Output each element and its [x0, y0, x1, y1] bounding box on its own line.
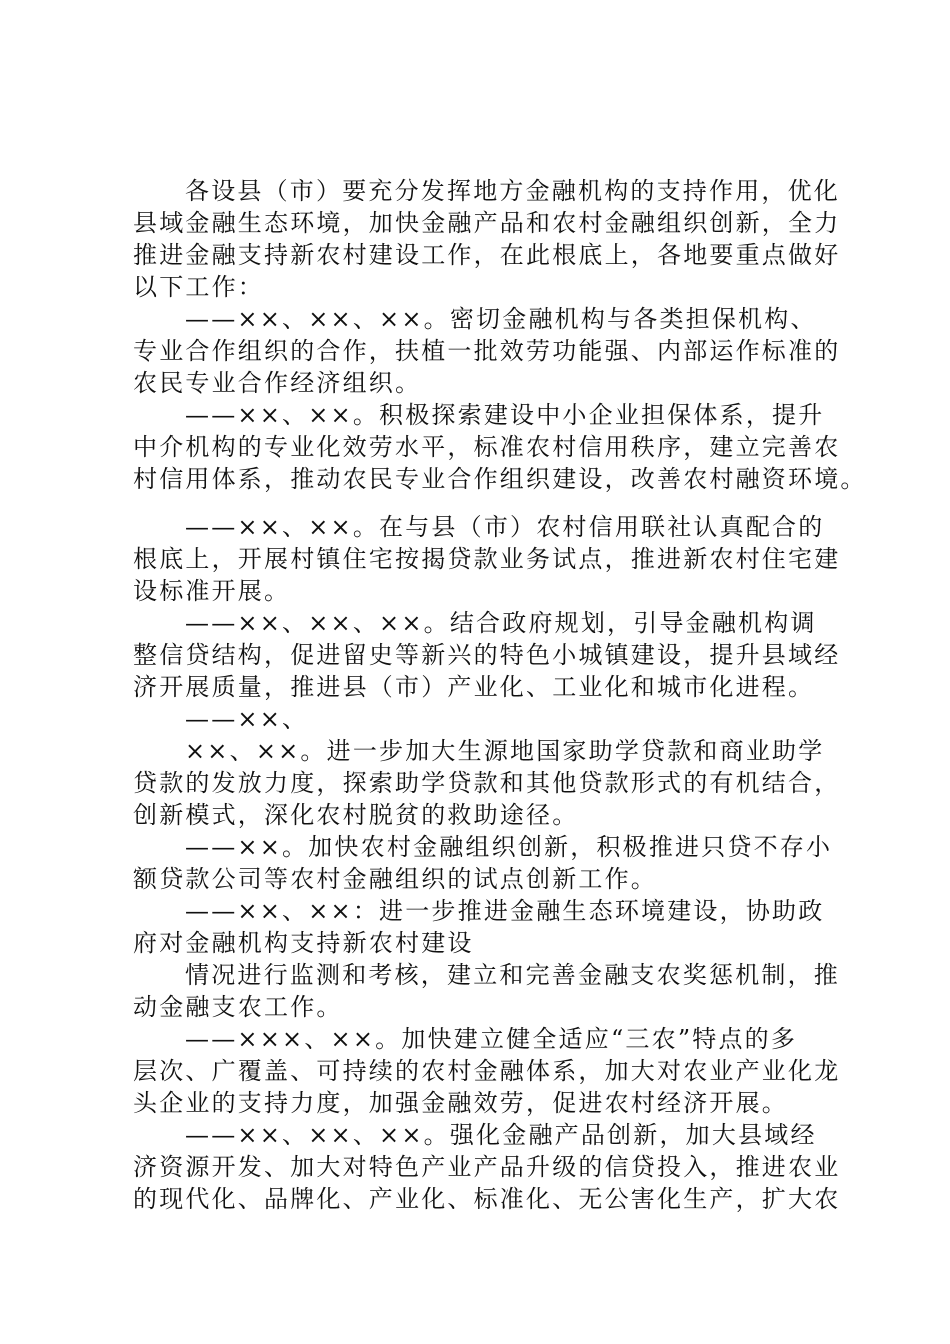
paragraph-8-line-3: 情况进行监测和考核，建立和完善金融支农奖惩机制，推: [185, 961, 840, 989]
paragraph-2-line-2: 专业合作组织的合作，扶植一批效劳功能强、内部运作标准的: [133, 337, 841, 365]
paragraph-8-line-4: 动金融支农工作。: [133, 993, 343, 1021]
paragraph-6-line-3: 贷款的发放力度，探索助学贷款和其他贷款形式的有机结合，: [133, 769, 841, 797]
paragraph-1-line-2: 县域金融生态环境，加快金融产品和农村金融组织创新，全力: [133, 209, 841, 237]
paragraph-7-line-1: ——××。加快农村金融组织创新，积极推进只贷不存小: [185, 833, 833, 861]
paragraph-10-line-1: ——××、××、××。强化金融产品创新，加大县域经: [185, 1121, 817, 1149]
paragraph-7-line-2: 额贷款公司等农村金融组织的试点创新工作。: [133, 865, 657, 893]
paragraph-1-line-4: 以下工作：: [133, 273, 264, 301]
paragraph-4-line-1: ——××、××。在与县（市）农村信用联社认真配合的: [185, 513, 825, 541]
paragraph-3-line-3: 村信用体系，推动农民专业合作组织建设，改善农村融资环境。: [133, 465, 867, 493]
paragraph-2-line-1: ——××、××、××。密切金融机构与各类担保机构、: [185, 305, 817, 333]
paragraph-4-line-3: 设标准开展。: [133, 577, 291, 605]
paragraph-10-line-2: 济资源开发、加大对特色产业产品升级的信贷投入，推进农业: [133, 1153, 841, 1181]
paragraph-9-line-3: 头企业的支持力度，加强金融效劳，促进农村经济开展。: [133, 1089, 788, 1117]
paragraph-9-line-2: 层次、广覆盖、可持续的农村金融体系，加大对农业产业化龙: [133, 1057, 841, 1085]
paragraph-10-line-3: 的现代化、品牌化、产业化、标准化、无公害化生产，扩大农: [133, 1185, 841, 1213]
paragraph-6-line-4: 创新模式，深化农村脱贫的救助途径。: [133, 801, 579, 829]
paragraph-5-line-1: ——××、××、××。结合政府规划，引导金融机构调: [185, 609, 817, 637]
paragraph-4-line-2: 根底上，开展村镇住宅按揭贷款业务试点，推进新农村住宅建: [133, 545, 841, 573]
paragraph-8-line-1: ——××、××：进一步推进金融生态环境建设，协助政: [185, 897, 825, 925]
paragraph-1-line-1: 各设县（市）要充分发挥地方金融机构的支持作用，优化: [185, 177, 840, 205]
paragraph-5-line-3: 济开展质量，推进县（市）产业化、工业化和城市化进程。: [133, 673, 815, 701]
paragraph-6-line-2: ××、××。进一步加大生源地国家助学贷款和商业助学: [185, 737, 825, 765]
paragraph-3-line-1: ——××、××。积极探索建设中小企业担保体系，提升: [185, 401, 825, 429]
paragraph-9-line-1: ——×××、××。加快建立健全适应“三农”特点的多: [185, 1025, 798, 1053]
paragraph-5-line-2: 整信贷结构，促进留史等新兴的特色小城镇建设，提升县域经: [133, 641, 841, 669]
paragraph-3-line-2: 中介机构的专业化效劳水平，标准农村信用秩序，建立完善农: [133, 433, 841, 461]
paragraph-8-line-2: 府对金融机构支持新农村建设: [133, 929, 474, 957]
paragraph-1-line-3: 推进金融支持新农村建设工作，在此根底上，各地要重点做好: [133, 241, 841, 269]
paragraph-6-line-1: ——××、: [185, 705, 309, 733]
paragraph-2-line-3: 农民专业合作经济组织。: [133, 369, 422, 397]
